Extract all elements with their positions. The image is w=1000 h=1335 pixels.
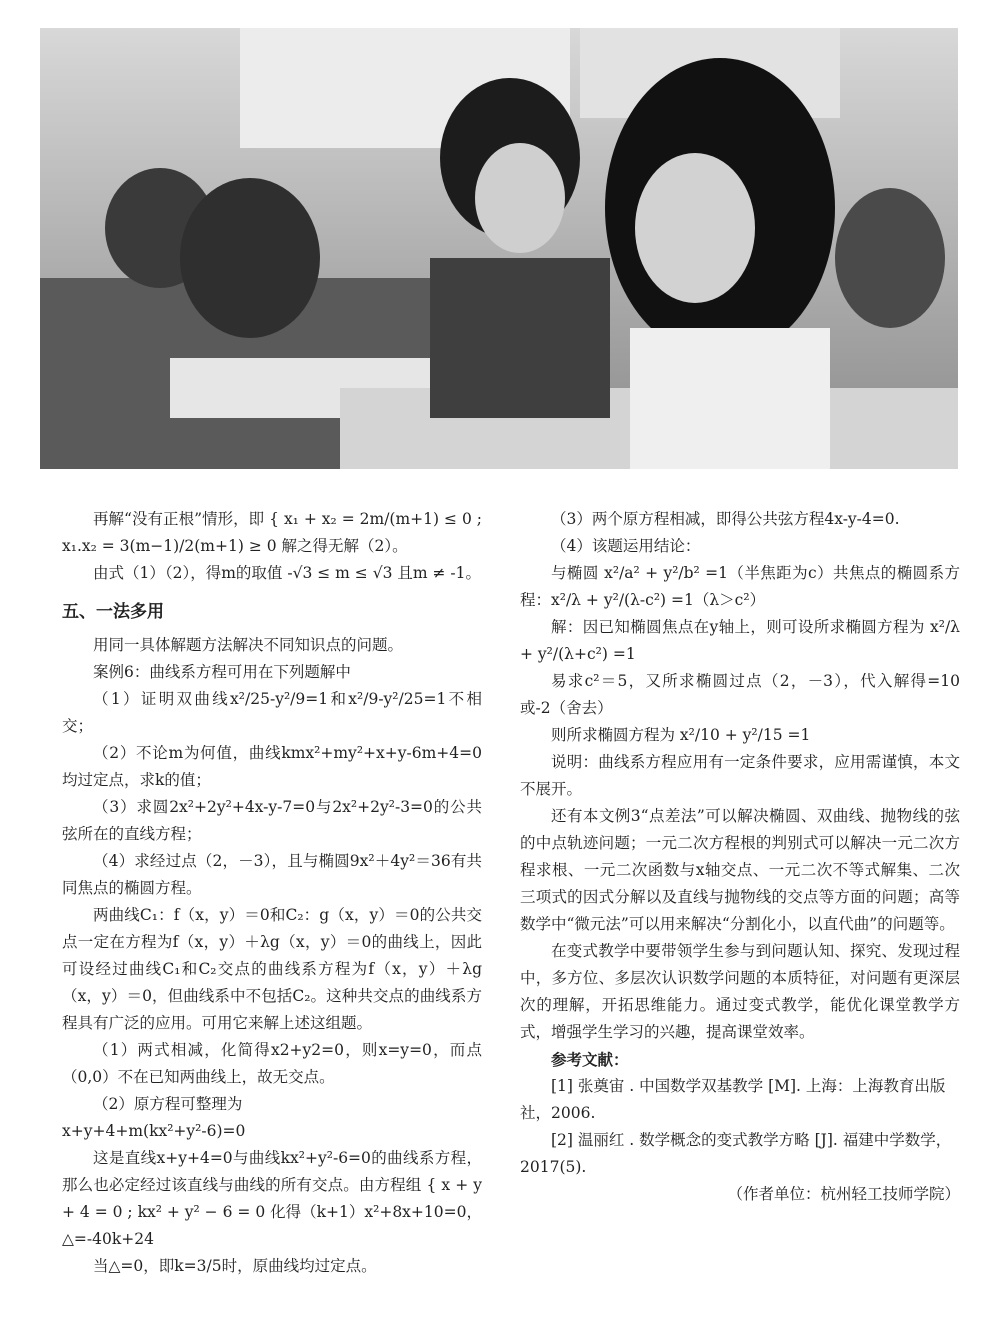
paragraph: 还有本文例3“点差法”可以解决椭圆、双曲线、抛物线的弦的中点轨迹问题；一元二次方程根的判别式可以解决一元二次方程求根、一元二次函数与x轴交点、一元二次不等式解集、二次三项式的因式分解以及直线与抛物线的交点等方面的问题；高等数学中“微元法”可以用来解决“分割化小，以直代曲”的问题等。 <box>520 807 960 933</box>
paragraph: （3）两个原方程相减，即得公共弦方程4x-y-4=0. <box>551 510 900 528</box>
left-column <box>62 506 482 1280</box>
paragraph: 由式（1）（2），得m的取值 -√3 ≤ m ≤ √3 且m ≠ -1。 <box>93 564 482 582</box>
paragraph: 两曲线C₁：f（x，y）＝0和C₂：g（x，y）＝0的公共交点一定在方程为f（x，y）＋λg（x，y）＝0的曲线上，因此可设经过曲线C₁和C₂交点的曲线系方程为f（x，y）＋λg（x，y）＝0，但曲线系中不包括C₂。这种共交点的曲线系方程具有广泛的应用。可用它来解上述这组题。 <box>62 906 482 1032</box>
paragraph: 当△=0，即k=3/5时，原曲线均过定点。 <box>93 1257 377 1275</box>
paragraph: （2）不论m为何值，曲线kmx²+my²+x+y-6m+4=0均过定点，求k的值； <box>62 744 482 789</box>
classroom-photo <box>40 28 958 469</box>
paragraph: （2）原方程可整理为 <box>93 1095 243 1113</box>
paragraph: 再解“没有正根”情形，即 { x₁ + x₂ = 2m/(m+1) ≤ 0 ; x₁.x₂ = 3(m−1)/2(m+1) ≥ 0 解之得无解（2）。 <box>62 510 482 555</box>
paragraph: 说明：曲线系方程应用有一定条件要求，应用需谨慎，本文不展开。 <box>520 753 960 798</box>
paragraph: 与椭圆 x²/a² + y²/b² =1（半焦距为c）共焦点的椭圆系方程：x²/λ + y²/(λ-c²) =1（λ＞c²） <box>520 564 960 609</box>
section-heading: 五、一法多用 <box>62 602 164 622</box>
paragraph: 易求c²＝5，又所求椭圆过点（2，－3），代入解得=10或-2（舍去） <box>520 672 960 717</box>
paragraph: 则所求椭圆方程为 x²/10 + y²/15 =1 <box>551 726 811 744</box>
paragraph: （4）求经过点（2，－3），且与椭圆9x²＋4y²＝36有共同焦点的椭圆方程。 <box>62 852 482 897</box>
paragraph: 用同一具体解题方法解决不同知识点的问题。 <box>93 636 404 654</box>
equation: x+y+4+m(kx²+y²-6)=0 <box>62 1122 246 1140</box>
right-column <box>520 506 960 1208</box>
reference-item: [2] 温丽红 . 数学概念的变式教学方略 [J]. 福建中学数学，2017(5). <box>520 1131 952 1176</box>
reference-item: [1] 张奠宙 . 中国数学双基教学 [M]. 上海：上海教育出版社，2006. <box>520 1077 946 1122</box>
paragraph: （1）两式相减，化简得x2+y2=0，则x=y=0，而点（0,0）不在已知两曲线上，故无交点。 <box>62 1041 482 1086</box>
paragraph: 解：因已知椭圆焦点在y轴上，则可设所求椭圆方程为 x²/λ + y²/(λ+c²) =1 <box>520 618 960 663</box>
references-title: 参考文献： <box>551 1050 629 1069</box>
paragraph: 案例6：曲线系方程可用在下列题解中 <box>93 663 351 681</box>
paragraph: （3）求圆2x²+2y²+4x-y-7=0与2x²+2y²-3=0的公共弦所在的直线方程； <box>62 798 482 843</box>
paragraph: （1）证明双曲线x²/25-y²/9=1和x²/9-y²/25=1不相交； <box>62 690 482 735</box>
paragraph: 在变式教学中要带领学生参与到问题认知、探究、发现过程中，多方位、多层次认识数学问题的本质特征，对问题有更深层次的理解，开拓思维能力。通过变式教学，能优化课堂教学方式，增强学生学习的兴趣，提高课堂效率。 <box>520 942 960 1041</box>
paragraph: 这是直线x+y+4=0与曲线kx²+y²-6=0的曲线系方程，那么也必定经过该直线与曲线的所有交点。由方程组 { x + y + 4 = 0 ; kx² + y² − 6 = 0 化得（k+1）x²+8x+10=0，△=-40k+24 <box>62 1149 482 1248</box>
author-affiliation: （作者单位：杭州轻工技师学院） <box>727 1185 960 1203</box>
paragraph: （4）该题运用结论： <box>551 537 701 555</box>
